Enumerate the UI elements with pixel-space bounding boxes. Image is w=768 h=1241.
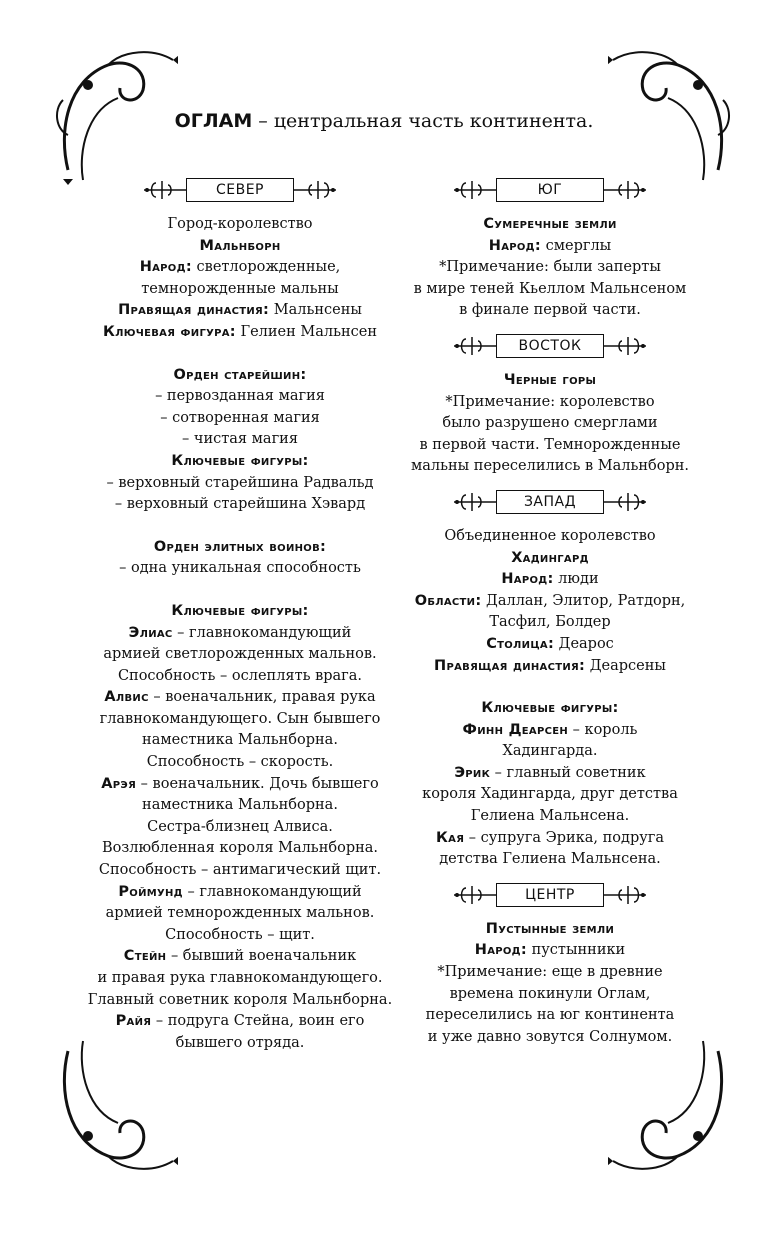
warriors-item: – одна уникальная способность [119, 560, 361, 577]
warriors-title: Орден элитных воинов: [153, 538, 327, 555]
south-note: *Примечание: были заперты [439, 259, 661, 276]
title-bold: ОГЛАМ [174, 110, 253, 132]
finn-line: Финн Деарсен – король [462, 721, 638, 738]
west-intro: Объединенное королевство [444, 527, 656, 544]
south-people: Народ: смерглы [488, 237, 612, 254]
west-people: Народ: люди [501, 571, 599, 588]
raya-line: Райя – подруга Стейна, воин его [115, 1013, 365, 1030]
right-column [400, 178, 700, 1048]
corner-ornament-bottom-right [608, 1031, 738, 1181]
raya-line-2: бывшего отряда. [175, 1034, 305, 1051]
east-banner [400, 334, 700, 358]
finn-line-2: Хадингарда. [502, 743, 598, 760]
center-people: Народ: пустынники [474, 942, 626, 959]
erik-line-2: короля Хадингарда, друг детства [422, 786, 678, 803]
elias-line: Элиас – главнокомандующий [128, 624, 352, 641]
banner-ornament-right-icon [292, 179, 338, 201]
alvis-line: Алвис – военачальник, правая рука [104, 689, 376, 706]
page-title [0, 110, 768, 132]
west-banner [400, 490, 700, 514]
south-note-2: в мире теней Кьеллом Мальнсеном [413, 280, 687, 297]
west-regions-2: Тасфил, Болдер [489, 614, 611, 631]
roimund-line-3: Способность – щит. [165, 926, 315, 943]
west-capital: Столица: Деарос [486, 635, 614, 652]
stein-line-3: Главный советник короля Мальнборна. [87, 991, 393, 1008]
roimund-line-2: армией темнорожденных мальнов. [105, 905, 375, 922]
elders-key-title: Ключевые фигуры: [171, 452, 309, 469]
north-people: Народ: светлорожденные, [139, 259, 341, 276]
alvis-line-4: Способность – скорость. [146, 754, 334, 771]
west-regions: Области: Даллан, Элитор, Ратдорн, [414, 592, 686, 609]
erik-line-3: Гелиена Мальнсена. [470, 808, 630, 825]
title-rest: – центральная часть континента. [252, 110, 594, 132]
west-banner-label: ЗАПАД [496, 490, 604, 514]
center-banner [400, 883, 700, 907]
kaya-line: Кая – супруга Эрика, подруга [436, 829, 664, 846]
arya-line-4: Возлюбленная короля Мальнборна. [101, 840, 379, 857]
center-note-3: переселились на юг континента [425, 1007, 675, 1024]
elias-line-3: Способность – ослеплять врага. [117, 667, 363, 684]
elders-key-item: – верховный старейшина Радвальд [106, 474, 374, 491]
center-note: *Примечание: еще в древние [437, 964, 663, 981]
elias-line-2: армией светлорожденных мальнов. [103, 646, 377, 663]
center-note-4: и уже давно зовутся Солнумом. [427, 1028, 673, 1045]
east-banner-label: ВОСТОК [496, 334, 604, 358]
elders-item: – сотворенная магия [160, 409, 320, 426]
east-note-3: в первой части. Темнорожденные [419, 436, 681, 453]
south-note-3: в финале первой части. [459, 302, 641, 319]
erik-line: Эрик – главный советник [454, 764, 646, 781]
banner-ornament-left-icon [452, 179, 498, 201]
arya-line-5: Способность – антимагический щит. [98, 862, 382, 879]
north-column [80, 178, 400, 1054]
banner-ornament-left-icon [452, 335, 498, 357]
elders-item: – первозданная магия [155, 388, 325, 405]
elders-item: – чистая магия [182, 431, 298, 448]
stein-line: Стейн – бывший военачальник [123, 948, 357, 965]
banner-ornament-right-icon [602, 491, 648, 513]
south-banner-label: ЮГ [496, 178, 604, 202]
roimund-line: Роймунд – главнокомандующий [118, 883, 362, 900]
north-people-2: темнорожденные мальны [141, 280, 339, 297]
banner-ornament-left-icon [452, 884, 498, 906]
south-banner [400, 178, 700, 202]
center-note-2: времена покинули Оглам, [449, 985, 651, 1002]
north-city-name: Мальнборн [199, 237, 281, 254]
banner-ornament-right-icon [602, 335, 648, 357]
center-land: Пустынные земли [485, 920, 615, 937]
banner-ornament-left-icon [142, 179, 188, 201]
elders-key-item: – верховный старейшина Хэвард [114, 496, 366, 513]
east-note: *Примечание: королевство [445, 393, 655, 410]
east-note-4: мальны переселились в Мальнборн. [410, 458, 690, 475]
center-banner-label: ЦЕНТР [496, 883, 604, 907]
banner-ornament-right-icon [602, 884, 648, 906]
north-banner-label: СЕВЕР [186, 178, 294, 202]
kaya-line-2: детства Гелиена Мальнсена. [439, 851, 661, 868]
north-dynasty: Правящая династия: Мальнсены [118, 302, 362, 319]
banner-ornament-right-icon [602, 179, 648, 201]
arya-line-3: Сестра-близнец Алвиса. [147, 818, 333, 835]
alvis-line-3: наместника Мальнборна. [142, 732, 338, 749]
arya-line-2: наместника Мальнборна. [142, 797, 338, 814]
east-note-2: было разрушено смерглами [442, 415, 658, 432]
banner-ornament-left-icon [452, 491, 498, 513]
east-land: Черные горы [503, 371, 597, 388]
north-key-figure: Ключевая фигура: Гелиен Мальнсен [102, 323, 378, 340]
arya-line: Арэя – военачальник. Дочь бывшего [101, 775, 379, 792]
north-city-intro: Город-королевство [167, 216, 313, 232]
stein-line-2: и правая рука главнокомандующего. [97, 970, 383, 986]
west-key-title: Ключевые фигуры: [481, 700, 619, 717]
west-name: Хадингард [511, 549, 589, 566]
elders-title: Орден старейшин: [173, 366, 307, 383]
north-banner [80, 178, 400, 202]
west-dynasty: Правящая династия: Деарсены [434, 657, 666, 674]
key-figures-title: Ключевые фигуры: [171, 602, 309, 619]
south-land: Сумеречные земли [483, 216, 617, 232]
alvis-line-2: главнокомандующего. Сын бывшего [99, 710, 381, 727]
